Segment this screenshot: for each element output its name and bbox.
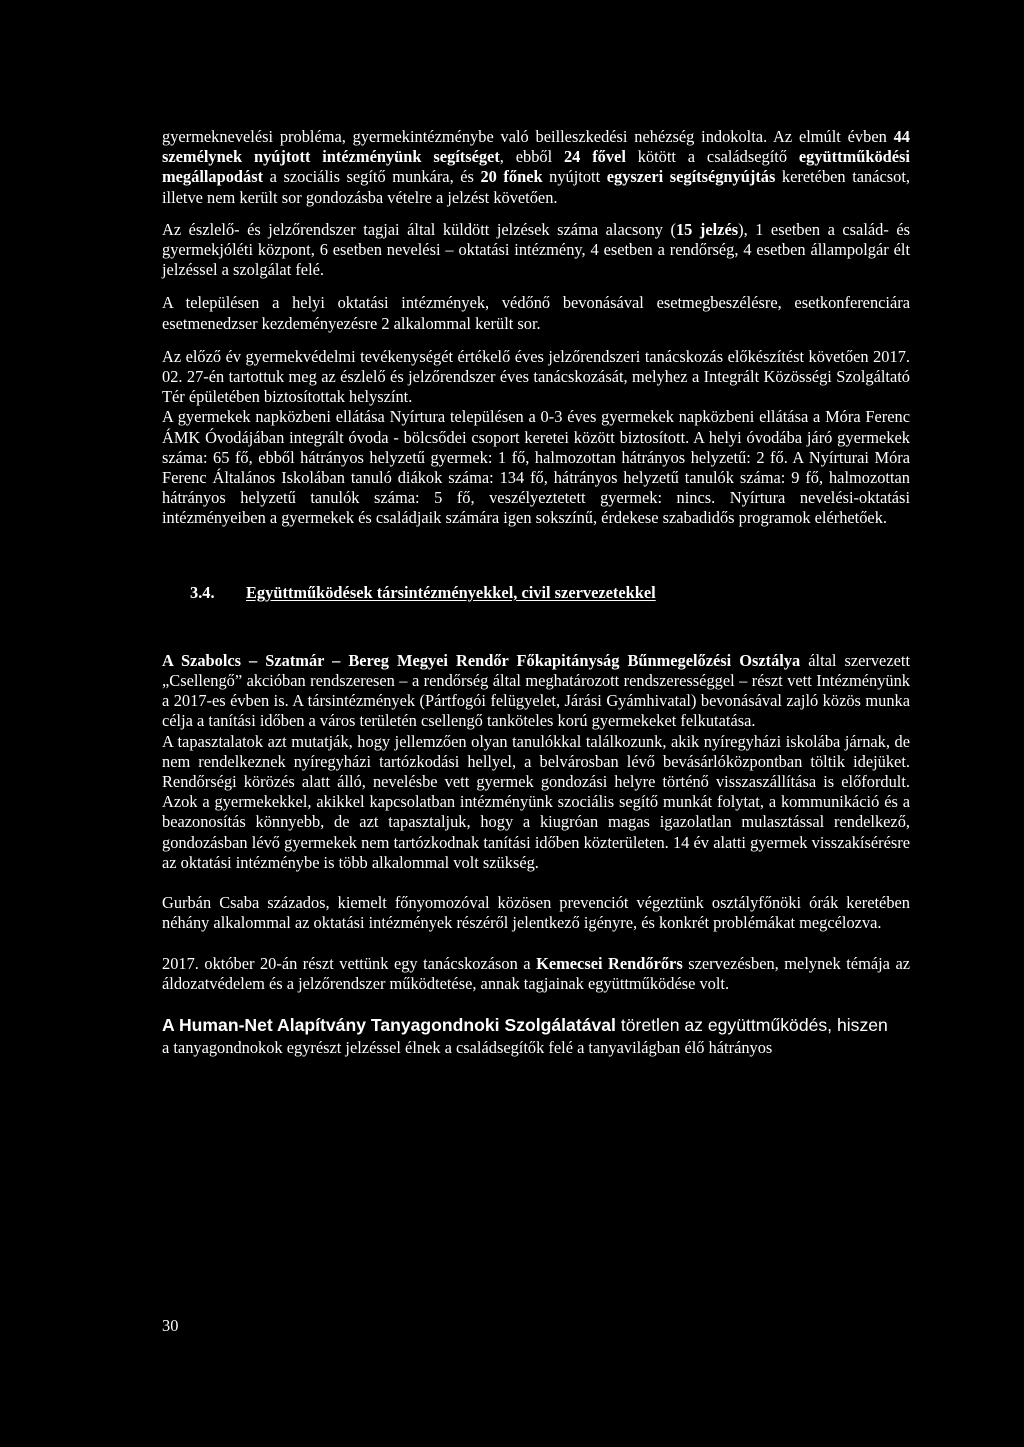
text: , ebből [499,147,564,167]
paragraph-7: A tapasztalatok azt mutatják, hogy jellemzően olyan tanulókkal találkozunk, akik nyíregyházi iskolába járnak, de nem rendelkeznek nyíregyházi tartózkodási hellyel, a belvárosban lévő bevásárlóközpontban töltik idejüket. Rendőrségi körözés alatt álló, nevelésbe vett gyermek gondozási helyre történő visszaszállítása is előfordult. Azok a gyermekekkel, akikkel kapcsolatban intézményünk szociális segítő munkát folytat, a kommunikáció és a beazonosítás könnyebb, de azt tapasztaljuk, hogy a kiugróan magas igazolatlan mulasztással rendelkező, gondozásban lévő gyermekek nem tartózkodnak tanítási időben közterületen. 14 év alatti gyermek visszakísérésre az oktatási intézménybe is több alkalommal volt szükség. [162,731,910,872]
text: ), 1 esetben a család- és gyermekjóléti központ, 6 esetben nevelési – oktatási intézmény, 4 esetben a rendőrség, 4 esetben állampolgár élt jelzéssel a szolgálat felé. [162,219,910,280]
bold-text: 15 jelzés [675,219,739,239]
text: keretében tanácsot, illetve nem került sor gondozásba vételre a jelzést követően. [162,167,910,207]
bold-text: A Szabolcs – Szatmár – Bereg Megyei Rendőr Főkapitányság Bűnmegelőzési Osztálya [162,650,801,670]
bold-text: Kemecsei Rendőrőrs [536,953,683,973]
text: 2017. október 20-án részt vettünk egy tanácskozáson a [162,953,537,973]
document-page [162,127,910,1059]
page-number: 30 [162,1316,179,1335]
bold-text: együttműködési megállapodást [162,147,910,187]
section-number: 3.4. [190,582,215,602]
paragraph-2 [162,220,910,281]
bold-text: 44 személynek nyújtott intézményünk segítséget [162,127,910,167]
text: nyújtott [542,167,607,187]
text: gyermeknevelési probléma, gyermekintézménybe való beilleszkedési nehézség indokolta. Az elmúlt évben [162,127,894,146]
section-title: Együttműködések társintézményekkel, civil szervezetekkel [246,582,656,602]
paragraph-6 [162,651,910,732]
paragraph-4: Az előző év gyermekvédelmi tevékenységét értékelő éves jelzőrendszeri tanácskozás előkészítést követően 2017. 02. 27-én tartottuk meg az észlelő és jelzőrendszer éves tanácskozását, melyhez a Integrált Közösségi Szolgáltató Tér épületében biztosítottak helyszínt. [162,346,910,407]
text: által szervezett „Csellengő” akcióban rendszeresen – a rendőrség által meghatározott rendszerességgel – részt vett Intézményünk a 2017-es évben is. A társintézmények (Pártfogói felügyelet, Járási Gyámhivatal) bevonásával zajló közös munka célja a tanítási időben a város területén csellengő tanköteles korú gyermekeket felkutatása. [162,650,910,731]
paragraph-5: A gyermekek napközbeni ellátása Nyírtura településen a 0-3 éves gyermekek napközbeni ellátása a Móra Ferenc ÁMK Óvodájában integrált óvoda - bölcsődei csoport keretei között biztosított. A helyi óvodába járó gyermekek száma: 65 fő, ebből hátrányos helyzetű gyermek: 1 fő, halmozottan hátrányos helyzetű: 2 fő. A Nyírturai Móra Ferenc Általános Iskolában tanuló diákok száma: 134 fő, hátrányos helyzetű tanulók száma: 9 fő, halmozottan hátrányos helyzetű tanulók száma: 5 fő, veszélyeztetett gyermek: nincs. Nyírtura nevelési-oktatási intézményeiben a gyermekek és családjaik számára igen sokszínű, érdekese szabadidős programok elérhetőek. [162,407,910,528]
text: szervezésben, melynek témája az áldozatvédelem és a jelzőrendszer működtetése, annak tagjainak együttműködése volt. [162,953,910,993]
text: a tanyagondnokok egyrészt jelzéssel élnek a családsegítők felé a tanyavilágban élő hátrányos [162,1037,773,1057]
text: töretlen az együttműködés, hiszen [615,1014,888,1035]
section-heading [162,583,910,603]
paragraph-9 [162,954,910,994]
paragraph-1 [162,127,910,208]
text: a szociális segítő munkára, és [263,167,481,187]
paragraph-8: Gurbán Csaba százados, kiemelt főnyomozóval közösen prevenciót végeztünk osztályfőnöki órák keretében néhány alkalommal az oktatási intézmények részéről jelentkező igényre, és konkrét problémákat megcélozva. [162,893,910,933]
text: kötött a családsegítő [625,147,799,167]
text: Az észlelő- és jelzőrendszer tagjai által küldött jelzések száma alacsony ( [162,219,676,239]
bold-text: A Human-Net Alapítvány Tanyagondnoki Szolgálatával [162,1014,616,1035]
bold-text: egyszeri segítségnyújtás [606,167,776,187]
bold-text: 20 főnek [480,167,543,187]
bold-text: 24 fővel [563,147,626,167]
paragraph-3: A településen a helyi oktatási intézmények, védőnő bevonásával esetmegbeszélésre, esetkonferenciára esetmenedzser kezdeményezésre 2 alkalommal került sor. [162,293,910,333]
paragraph-10 [162,1014,910,1059]
